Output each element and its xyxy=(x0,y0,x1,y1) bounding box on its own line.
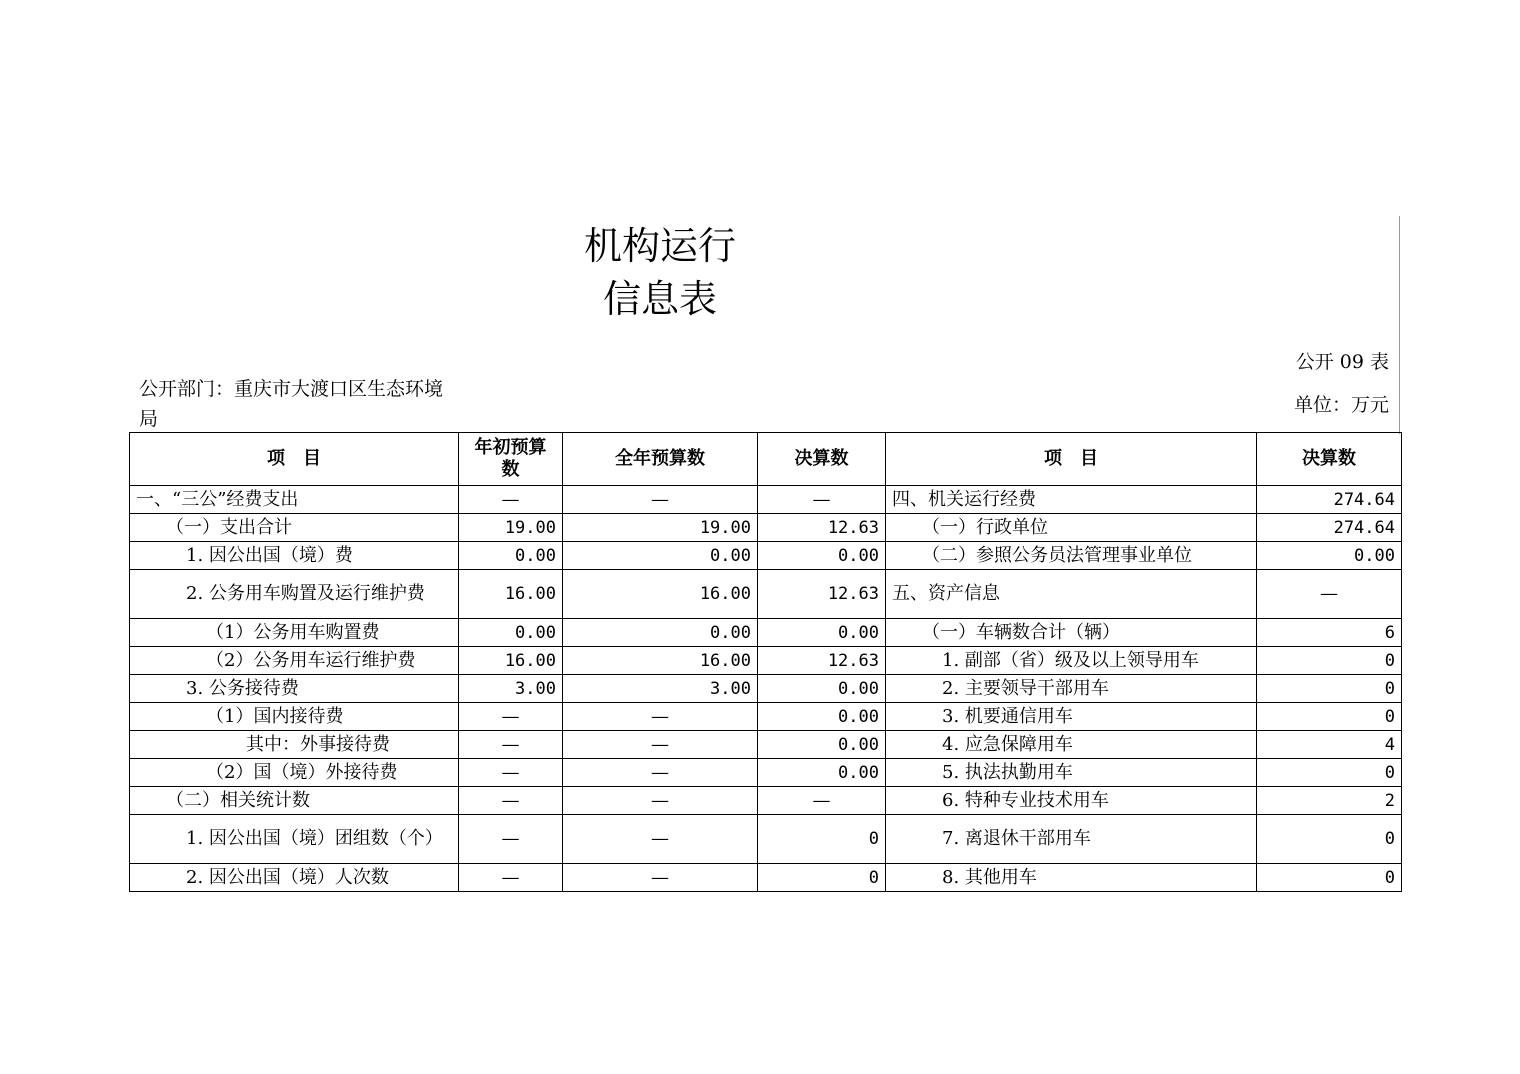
row-item: 2. 公务用车购置及运行维护费 xyxy=(130,570,459,619)
row-right-actual: 4 xyxy=(1257,731,1402,759)
row-budget-full: 0.00 xyxy=(563,619,758,647)
title-line-1: 机构运行 xyxy=(583,224,736,268)
row-actual: 0.00 xyxy=(758,619,886,647)
row-item: 其中：外事接待费 xyxy=(130,731,459,759)
row-right-actual: 0 xyxy=(1257,815,1402,864)
row-actual: 0 xyxy=(758,864,886,892)
row-actual: — xyxy=(758,787,886,815)
row-right-item: 1. 副部（省）级及以上领导用车 xyxy=(886,647,1257,675)
row-actual: 0.00 xyxy=(758,731,886,759)
row-budget-initial: 16.00 xyxy=(459,647,563,675)
table-row xyxy=(130,619,1402,647)
table-row xyxy=(130,514,1402,542)
row-item: （2）公务用车运行维护费 xyxy=(130,647,459,675)
header-budget-initial: 年初预算数 xyxy=(459,433,563,486)
row-actual: 12.63 xyxy=(758,647,886,675)
table-row xyxy=(130,647,1402,675)
row-right-item: 3. 机要通信用车 xyxy=(886,703,1257,731)
row-right-item: 6. 特种专业技术用车 xyxy=(886,787,1257,815)
row-right-item: 四、机关运行经费 xyxy=(886,486,1257,514)
row-right-actual: 6 xyxy=(1257,619,1402,647)
row-right-actual: 274.64 xyxy=(1257,514,1402,542)
row-item: 2. 因公出国（境）人次数 xyxy=(130,864,459,892)
table-row xyxy=(130,675,1402,703)
row-actual: 0.00 xyxy=(758,542,886,570)
row-item: （一）支出合计 xyxy=(130,514,459,542)
row-right-actual: 0 xyxy=(1257,759,1402,787)
row-budget-full: 19.00 xyxy=(563,514,758,542)
row-budget-initial: 0.00 xyxy=(459,542,563,570)
row-right-item: 7. 离退休干部用车 xyxy=(886,815,1257,864)
table-row xyxy=(130,864,1402,892)
row-right-item: （一）车辆数合计（辆） xyxy=(886,619,1257,647)
table-row xyxy=(130,542,1402,570)
row-budget-full: — xyxy=(563,787,758,815)
row-budget-initial: — xyxy=(459,731,563,759)
row-budget-initial: 16.00 xyxy=(459,570,563,619)
row-budget-full: 16.00 xyxy=(563,647,758,675)
info-table xyxy=(129,432,1402,892)
row-actual: — xyxy=(758,486,886,514)
row-budget-full: — xyxy=(563,759,758,787)
row-item: 一、“三公”经费支出 xyxy=(130,486,459,514)
row-actual: 0.00 xyxy=(758,703,886,731)
row-budget-full: 3.00 xyxy=(563,675,758,703)
row-actual: 0.00 xyxy=(758,759,886,787)
divider-line xyxy=(1399,216,1400,434)
header-budget-full: 全年预算数 xyxy=(563,433,758,486)
row-budget-full: — xyxy=(563,703,758,731)
row-budget-initial: 19.00 xyxy=(459,514,563,542)
department-label: 公开部门：重庆市大渡口区生态环境局 xyxy=(139,378,444,430)
header-item-right: 项 目 xyxy=(886,433,1257,486)
row-right-item: 8. 其他用车 xyxy=(886,864,1257,892)
row-budget-full: — xyxy=(563,815,758,864)
table-row xyxy=(130,815,1402,864)
form-number: 公开 09 表 xyxy=(1295,351,1389,373)
row-actual: 12.63 xyxy=(758,514,886,542)
row-item: 1. 因公出国（境）团组数（个） xyxy=(130,815,459,864)
unit-label: 单位：万元 xyxy=(1293,394,1389,416)
row-right-item: 5. 执法执勤用车 xyxy=(886,759,1257,787)
row-right-item: 五、资产信息 xyxy=(886,570,1257,619)
row-item: 1. 因公出国（境）费 xyxy=(130,542,459,570)
table-row xyxy=(130,703,1402,731)
row-right-actual: 0 xyxy=(1257,864,1402,892)
header-actual-right: 决算数 xyxy=(1257,433,1402,486)
table-row xyxy=(130,486,1402,514)
title-line-2: 信息表 xyxy=(602,277,717,321)
row-right-actual: 0 xyxy=(1257,675,1402,703)
row-budget-initial: — xyxy=(459,787,563,815)
row-budget-initial: 3.00 xyxy=(459,675,563,703)
row-budget-full: 0.00 xyxy=(563,542,758,570)
row-item: （1）公务用车购置费 xyxy=(130,619,459,647)
row-right-item: （二）参照公务员法管理事业单位 xyxy=(886,542,1257,570)
row-budget-full: — xyxy=(563,731,758,759)
row-item: 3. 公务接待费 xyxy=(130,675,459,703)
row-right-actual: 0 xyxy=(1257,703,1402,731)
row-budget-full: 16.00 xyxy=(563,570,758,619)
table-row xyxy=(130,731,1402,759)
row-budget-full: — xyxy=(563,864,758,892)
page-title xyxy=(560,220,760,326)
row-actual: 0 xyxy=(758,815,886,864)
row-budget-initial: — xyxy=(459,815,563,864)
row-right-actual: 0.00 xyxy=(1257,542,1402,570)
header-item-left: 项 目 xyxy=(130,433,459,486)
row-right-item: 4. 应急保障用车 xyxy=(886,731,1257,759)
row-right-item: 2. 主要领导干部用车 xyxy=(886,675,1257,703)
row-item: （二）相关统计数 xyxy=(130,787,459,815)
row-budget-initial: — xyxy=(459,703,563,731)
table-row xyxy=(130,759,1402,787)
row-item: （2）国（境）外接待费 xyxy=(130,759,459,787)
row-right-actual: 2 xyxy=(1257,787,1402,815)
row-item: （1）国内接待费 xyxy=(130,703,459,731)
table-row xyxy=(130,570,1402,619)
row-right-actual: 0 xyxy=(1257,647,1402,675)
row-budget-initial: — xyxy=(459,486,563,514)
row-actual: 0.00 xyxy=(758,675,886,703)
row-budget-initial: — xyxy=(459,864,563,892)
row-right-item: （一）行政单位 xyxy=(886,514,1257,542)
row-actual: 12.63 xyxy=(758,570,886,619)
table-header-row xyxy=(130,433,1402,486)
row-right-actual: 274.64 xyxy=(1257,486,1402,514)
row-budget-initial: 0.00 xyxy=(459,619,563,647)
row-budget-full: — xyxy=(563,486,758,514)
header-actual-left: 决算数 xyxy=(758,433,886,486)
row-budget-initial: — xyxy=(459,759,563,787)
row-right-actual: — xyxy=(1257,570,1402,619)
table-row xyxy=(130,787,1402,815)
